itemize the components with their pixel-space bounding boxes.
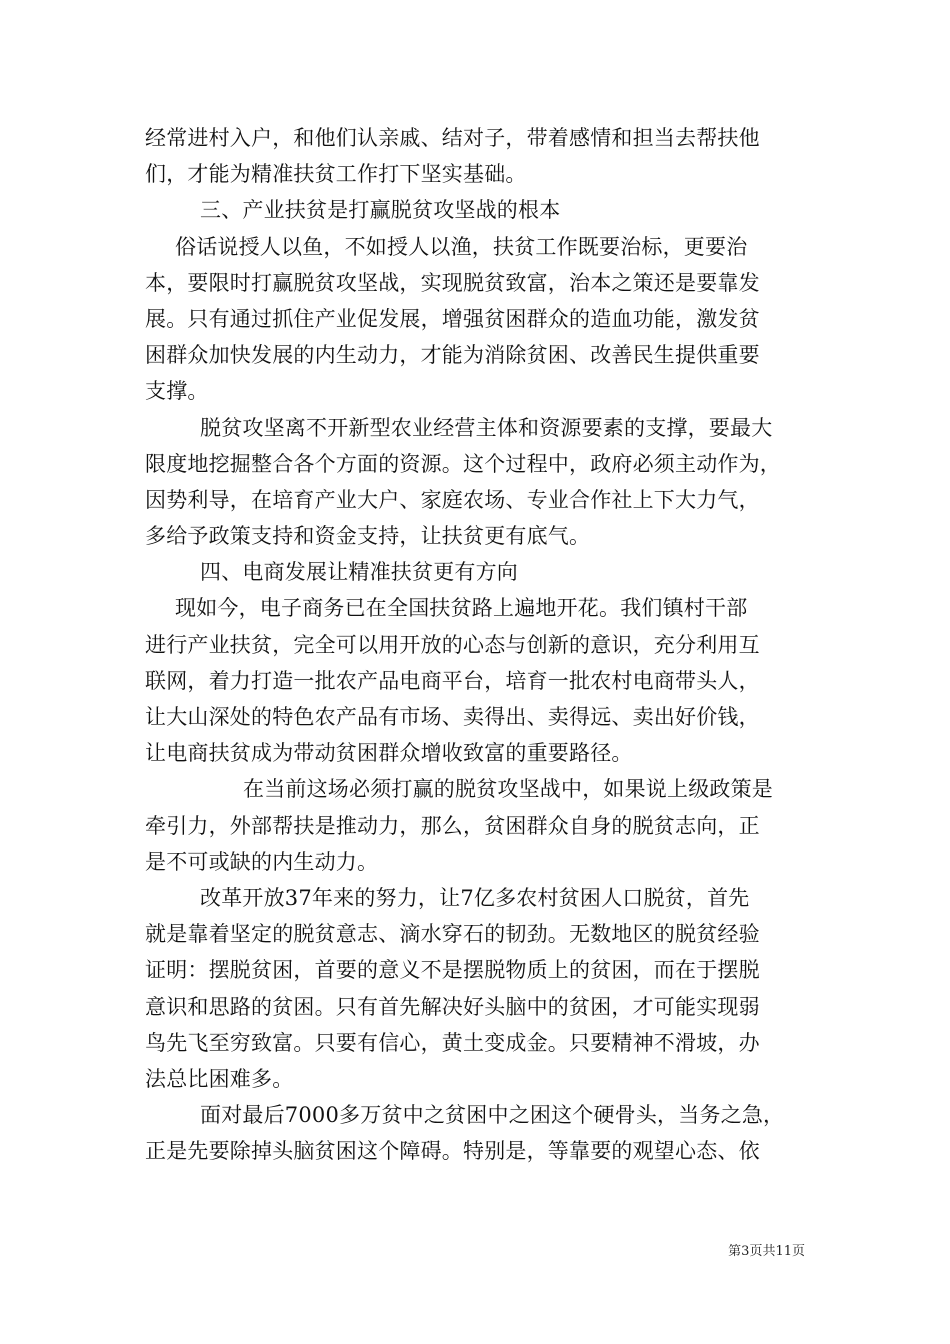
text-line: 经常进村入户，和他们认亲戚、结对子，带着感情和担当去帮扶他 <box>145 126 760 150</box>
text-line: 困群众加快发展的内生动力，才能为消除贫困、改善民生提供重要 <box>145 343 760 368</box>
text-line: 多给予政策支持和资金支持，让扶贫更有底气。 <box>145 524 591 549</box>
text-line: 本，要限时打赢脱贫攻坚战，实现脱贫致富，治本之策还是要靠发 <box>145 270 760 295</box>
text-line: 正是先要除掉头脑贫困这个障碍。特别是，等靠要的观望心态、依 <box>145 1139 760 1164</box>
text-line: 鸟先飞至穷致富。只要有信心，黄土变成金。只要精神不滑坡，办 <box>145 1030 760 1055</box>
text-line: 法总比困难多。 <box>145 1066 294 1091</box>
text-line: 支撑。 <box>145 379 209 404</box>
paragraph-start-line: 俗话说授人以鱼，不如授人以渔，扶贫工作既要治标，更要治 <box>175 234 748 259</box>
paragraph-start-line: 改革开放37年来的努力，让7亿多农村贫困人口脱贫，首先 <box>200 885 750 910</box>
text-line: 牵引力，外部帮扶是推动力，那么，贫困群众自身的脱贫志向，正 <box>145 813 760 838</box>
text-line: 让大山深处的特色农产品有市场、卖得出、卖得远、卖出好价钱， <box>145 705 760 729</box>
text-line: 证明：摆脱贫困，首要的意义不是摆脱物质上的贫困，而在于摆脱 <box>145 958 760 983</box>
paragraph-start-line: 在当前这场必须打赢的脱贫攻坚战中，如果说上级政策是 <box>243 777 773 802</box>
page-number-footer: 第3页共11页 <box>728 1244 805 1259</box>
text-line: 们，才能为精准扶贫工作打下坚实基础。 <box>145 162 527 187</box>
paragraph-start-line: 脱贫攻坚离不开新型农业经营主体和资源要素的支撑，要最大 <box>200 415 773 440</box>
section-heading: 三、产业扶贫是打赢脱贫攻坚战的根本 <box>200 198 561 223</box>
text-line: 意识和思路的贫困。只有首先解决好头脑中的贫困，才可能实现弱 <box>145 994 760 1019</box>
text-line: 进行产业扶贫，完全可以用开放的心态与创新的意识，充分利用互 <box>145 632 760 657</box>
text-line: 是不可或缺的内生动力。 <box>145 849 379 874</box>
text-line: 因势利导，在培育产业大户、家庭农场、专业合作社上下大力气， <box>145 487 760 512</box>
text-line: 让电商扶贫成为带动贫困群众增收致富的重要路径。 <box>145 741 633 766</box>
section-heading: 四、电商发展让精准扶贫更有方向 <box>200 560 518 585</box>
text-line: 联网，着力打造一批农产品电商平台，培育一批农村电商带头人， <box>145 668 760 693</box>
text-line: 就是靠着坚定的脱贫意志、滴水穿石的韧劲。无数地区的脱贫经验 <box>145 922 760 947</box>
text-line: 限度地挖掘整合各个方面的资源。这个过程中，政府必须主动作为， <box>145 451 781 476</box>
text-line: 展。只有通过抓住产业促发展，增强贫困群众的造血功能，激发贫 <box>145 306 760 331</box>
paragraph-start-line: 现如今，电子商务已在全国扶贫路上遍地开花。我们镇村干部 <box>175 596 748 621</box>
paragraph-start-line: 面对最后7000多万贫中之贫困中之困这个硬骨头，当务之急， <box>200 1103 785 1128</box>
body-text <box>145 120 810 1169</box>
